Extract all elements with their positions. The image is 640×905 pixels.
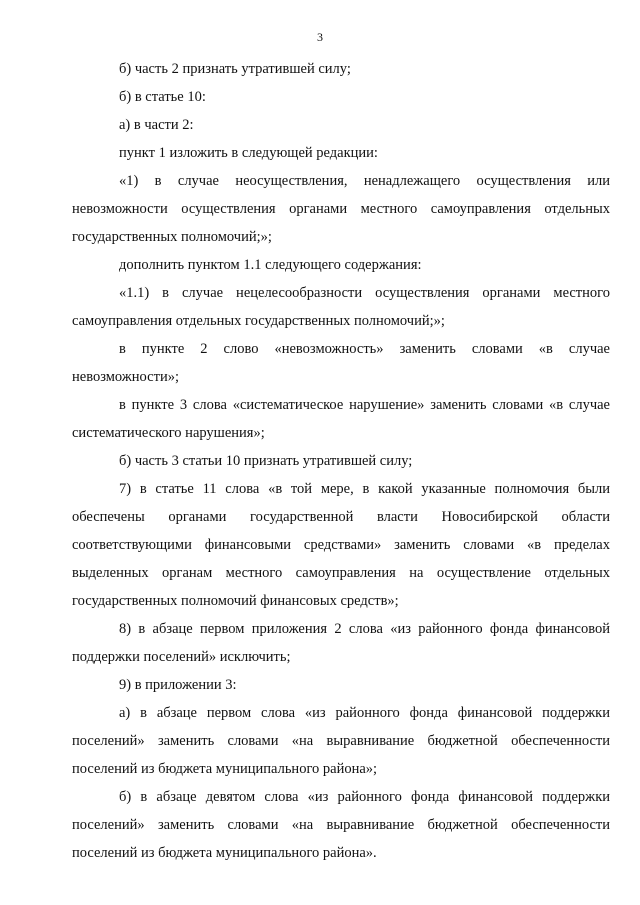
paragraph-14: а) в абзаце первом слова «из районного фонда финансовой поддержки поселений» заменить словами «на выравнивание бюджетной обеспеченности поселений из бюджета муниципального района»; bbox=[72, 705, 610, 777]
paragraph-2: б) в статье 10: bbox=[119, 89, 206, 105]
paragraph-8: в пункте 2 слово «невозможность» заменить словами «в случае невозможности»; bbox=[72, 341, 610, 385]
paragraph-6: дополнить пунктом 1.1 следующего содержания: bbox=[119, 257, 422, 273]
paragraph-5: «1) в случае неосуществления, ненадлежащего осуществления или невозможности осуществления органами местного самоуправления отдельных государственных полномочий;»; bbox=[72, 173, 610, 245]
paragraph-3: а) в части 2: bbox=[119, 117, 194, 133]
document-body bbox=[72, 55, 610, 867]
paragraph-10: б) часть 3 статьи 10 признать утратившей силу; bbox=[119, 453, 413, 469]
paragraph-4: пункт 1 изложить в следующей редакции: bbox=[119, 145, 378, 161]
paragraph-15: б) в абзаце девятом слова «из районного фонда финансовой поддержки поселений» заменить словами «на выравнивание бюджетной обеспеченности поселений из бюджета муниципального района». bbox=[72, 789, 610, 861]
paragraph-7: «1.1) в случае нецелесообразности осуществления органами местного самоуправления отдельных государственных полномочий;»; bbox=[72, 285, 610, 329]
paragraph-9: в пункте 3 слова «систематическое нарушение» заменить словами «в случае систематического нарушения»; bbox=[72, 397, 610, 441]
paragraph-1: б) часть 2 признать утратившей силу; bbox=[119, 61, 351, 77]
paragraph-12: 8) в абзаце первом приложения 2 слова «из районного фонда финансовой поддержки поселений» исключить; bbox=[72, 621, 610, 665]
paragraph-13: 9) в приложении 3: bbox=[119, 677, 237, 693]
paragraph-11: 7) в статье 11 слова «в той мере, в какой указанные полномочия были обеспечены органами государственной власти Новосибирской области соответствующими финансовыми средствами» заменить словами «в пределах выделенных органам местного самоуправления на осуществление отдельных государственных полномочий финансовых средств»; bbox=[72, 481, 610, 609]
page-number: 3 bbox=[317, 30, 323, 44]
